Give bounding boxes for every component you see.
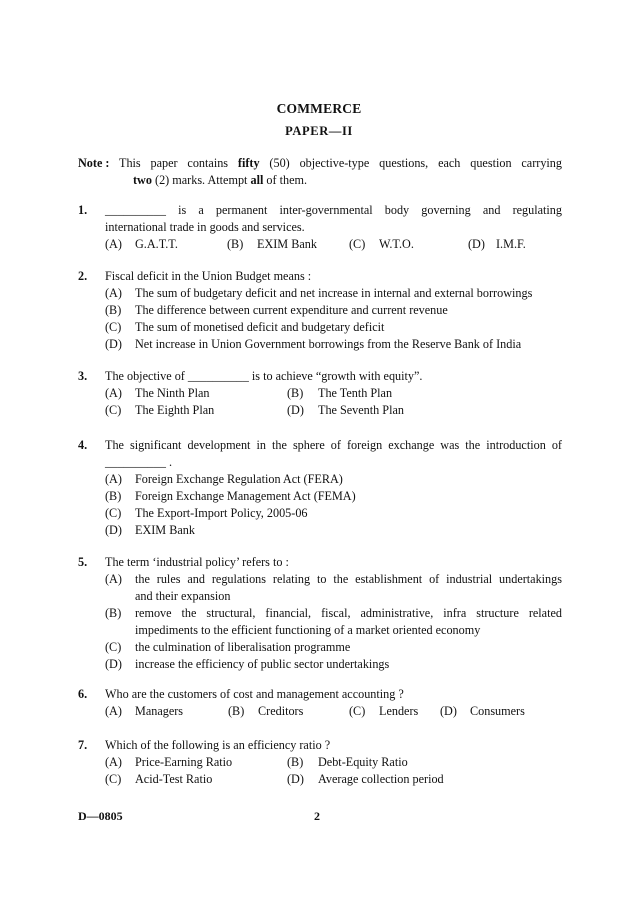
- option-a: (A) The sum of budgetary deficit and net increase in internal and external borrowings: [105, 286, 533, 300]
- question-stem: [105, 202, 562, 235]
- option-c: (C) Lenders: [349, 704, 419, 718]
- option-a: (A) The Ninth Plan: [105, 386, 210, 400]
- stem-line: Which of the following is an efficiency ratio ?: [105, 738, 331, 752]
- question-stem: [105, 686, 562, 703]
- stem-line: The significant development in the sphere of foreign exchange was the introduction of: [105, 438, 562, 452]
- option-a: (A) Managers: [105, 704, 184, 718]
- option-c: (C) W.T.O.: [349, 237, 414, 251]
- question-number: 7.: [78, 738, 88, 752]
- stem-line: The term ‘industrial policy’ refers to :: [105, 555, 289, 569]
- question-number: 6.: [78, 687, 88, 701]
- note-label: Note :: [78, 156, 110, 170]
- stem-line: __________ .: [105, 454, 173, 469]
- stem-line: Fiscal deficit in the Union Budget means :: [105, 269, 312, 283]
- question-number: 5.: [78, 555, 88, 569]
- note-text: [119, 155, 562, 188]
- option-b: (B) Creditors: [228, 704, 304, 718]
- stem-line: __________ is a permanent inter-governmental body governing and regulating: [105, 203, 562, 217]
- question-stem: [105, 554, 562, 571]
- option-b: (B) Debt-Equity Ratio: [287, 755, 408, 769]
- option-b: (B) The difference between current expenditure and current revenue: [105, 303, 448, 317]
- option-b: (B) The Tenth Plan: [287, 386, 393, 400]
- page-number: 2: [314, 809, 320, 823]
- question-stem: [105, 368, 562, 385]
- question-number: 4.: [78, 438, 88, 452]
- option-b: (B) EXIM Bank: [227, 237, 317, 251]
- stem-line: The objective of __________ is to achieve “growth with equity”.: [105, 369, 423, 383]
- option-b: (B) Foreign Exchange Management Act (FEMA): [105, 489, 356, 503]
- option-a: (A) Price-Earning Ratio: [105, 755, 233, 769]
- option-d: (D) Average collection period: [287, 772, 444, 786]
- option-d: (D) EXIM Bank: [105, 523, 195, 537]
- option-d: (D) The Seventh Plan: [287, 403, 404, 417]
- option-c: (C) Acid-Test Ratio: [105, 772, 213, 786]
- question-stem: [105, 737, 562, 754]
- question-stem: [105, 268, 562, 285]
- note-line-2: two (2) marks. Attempt all of them.: [133, 172, 308, 187]
- option-c: (C) The sum of monetised deficit and budgetary deficit: [105, 320, 385, 334]
- question-number: 2.: [78, 269, 88, 283]
- option-d: (D) Net increase in Union Government borrowings from the Reserve Bank of India: [105, 337, 522, 351]
- paper-title: PAPER—II: [285, 124, 353, 138]
- subject-title: COMMERCE: [276, 101, 362, 116]
- option-c: (C) The Eighth Plan: [105, 403, 215, 417]
- question-number: 1.: [78, 203, 88, 217]
- stem-line: international trade in goods and services.: [105, 219, 305, 234]
- option-a: (A) G.A.T.T.: [105, 237, 178, 251]
- option-d: (D) I.M.F.: [468, 237, 526, 251]
- stem-line: Who are the customers of cost and management accounting ?: [105, 687, 404, 701]
- option-a: (A) Foreign Exchange Regulation Act (FERA): [105, 472, 343, 486]
- paper-code: D—0805: [78, 809, 123, 823]
- question-number: 3.: [78, 369, 88, 383]
- question-stem: [105, 437, 562, 470]
- option-d: (D) Consumers: [440, 704, 525, 718]
- option-c: (C) The Export-Import Policy, 2005-06: [105, 506, 308, 520]
- note-line-1: This paper contains fifty (50) objective-type questions, each question carrying: [119, 156, 562, 170]
